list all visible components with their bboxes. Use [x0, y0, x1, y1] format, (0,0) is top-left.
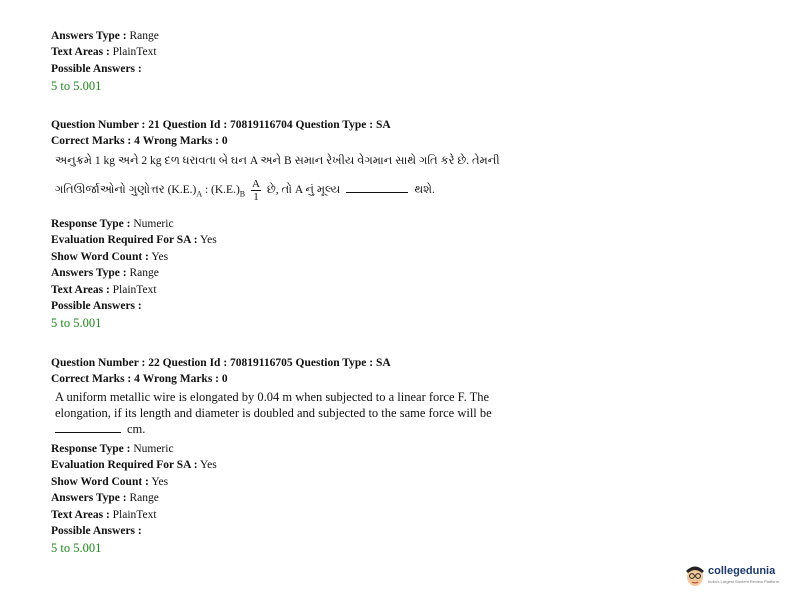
question-type-label: Question Type : — [295, 119, 374, 131]
question-type: SA — [375, 357, 391, 369]
question-text-line1: A uniform metallic wire is elongated by 0.04 m when subjected to a linear force F. The — [55, 390, 490, 404]
question-id: 70819116705 — [230, 357, 293, 369]
logo-brand: collegedunia — [708, 565, 776, 577]
response-type-label: Response Type : — [51, 443, 131, 455]
possible-answers-row — [51, 299, 142, 313]
wrong-marks-label: Wrong Marks : — [142, 373, 220, 385]
evaluation-value: Yes — [200, 234, 217, 246]
question-id: 70819116704 — [230, 119, 293, 131]
collegedunia-logo — [684, 562, 784, 590]
end-text: થશે. — [414, 184, 435, 197]
text-areas-value: PlainText — [112, 46, 157, 58]
answers-type-value: Range — [129, 30, 159, 42]
question-text-line3 — [55, 421, 145, 437]
question-id-label: Question Id : — [162, 357, 228, 369]
response-type-row — [51, 217, 174, 231]
correct-marks-value: 4 — [134, 135, 140, 147]
word-count-row — [51, 475, 168, 489]
word-count-label: Show Word Count : — [51, 476, 149, 488]
answer-blank — [346, 182, 408, 193]
answers-type-row — [51, 29, 159, 43]
unit-text: cm. — [127, 422, 146, 436]
answer-blank — [55, 422, 121, 433]
evaluation-row — [51, 458, 217, 472]
word-count-value: Yes — [151, 251, 169, 263]
text-areas-value: PlainText — [112, 284, 157, 296]
possible-answers-value: 5 to 5.001 — [51, 316, 102, 330]
question-type-label: Question Type : — [295, 357, 374, 369]
fraction-denominator: 1 — [253, 191, 259, 203]
ratio-separator: : (K.E.) — [204, 184, 240, 197]
text-areas-label: Text Areas : — [51, 284, 110, 296]
response-type-value: Numeric — [133, 218, 174, 230]
word-count-value: Yes — [151, 476, 169, 488]
possible-answers-value: 5 to 5.001 — [51, 541, 102, 555]
answers-type-label: Answers Type : — [51, 30, 127, 42]
text-areas-row — [51, 508, 157, 522]
answers-type-label: Answers Type : — [51, 492, 127, 504]
answers-type-row — [51, 491, 159, 505]
text-areas-row — [51, 45, 157, 59]
subscript-b: B — [239, 189, 246, 199]
answers-type-value: Range — [129, 267, 159, 279]
question-number-label: Question Number : — [51, 357, 146, 369]
possible-answers-value: 5 to 5.001 — [51, 79, 102, 93]
possible-answers-row — [51, 62, 142, 76]
correct-marks-value: 4 — [134, 373, 140, 385]
answers-type-label: Answers Type : — [51, 267, 127, 279]
correct-marks-label: Correct Marks : — [51, 373, 132, 385]
fraction — [251, 178, 261, 203]
logo-tagline: India's Largest Student Review Platform — [708, 579, 780, 584]
question-type: SA — [375, 119, 391, 131]
text-areas-row — [51, 283, 157, 297]
answers-type-value: Range — [129, 492, 159, 504]
word-count-row — [51, 250, 168, 264]
fraction-numerator: A — [252, 178, 260, 190]
question-number: 22 — [148, 357, 160, 369]
possible-answers-label: Possible Answers : — [51, 300, 142, 312]
response-type-value: Numeric — [133, 443, 174, 455]
text-areas-label: Text Areas : — [51, 509, 110, 521]
response-type-row — [51, 442, 174, 456]
evaluation-row — [51, 233, 217, 247]
subscript-a: A — [196, 189, 203, 199]
question-number-label: Question Number : — [51, 119, 146, 131]
question-id-label: Question Id : — [162, 119, 228, 131]
text-areas-label: Text Areas : — [51, 46, 110, 58]
marks-row — [51, 134, 228, 148]
question-number: 21 — [148, 119, 160, 131]
word-count-label: Show Word Count : — [51, 251, 149, 263]
evaluation-label: Evaluation Required For SA : — [51, 234, 198, 246]
question-text-line1: અનુક્રમે 1 kg અને 2 kg દળ ધરાવતા બે ઘન A અને B સમાન રેખીય વેગમાન સાથે ગતિ કરે છે. તેમની — [55, 155, 500, 167]
evaluation-value: Yes — [200, 459, 217, 471]
marks-row — [51, 372, 228, 386]
possible-answers-label: Possible Answers : — [51, 525, 142, 537]
text-areas-value: PlainText — [112, 509, 157, 521]
answers-type-row — [51, 266, 159, 280]
wrong-marks-value: 0 — [221, 373, 228, 385]
question-text-line2: elongation, if its length and diameter is doubled and subjected to the same force will be — [55, 406, 492, 420]
question-text-line2 — [55, 178, 435, 203]
response-type-label: Response Type : — [51, 218, 131, 230]
ratio-text: ગતિઊર્જાઓનો ગુણોત્તર (K.E.) — [55, 184, 197, 197]
wrong-marks-value: 0 — [221, 135, 228, 147]
evaluation-label: Evaluation Required For SA : — [51, 459, 198, 471]
question-header — [51, 118, 391, 132]
wrong-marks-label: Wrong Marks : — [142, 135, 220, 147]
possible-answers-row — [51, 524, 142, 538]
mascot-icon — [684, 562, 706, 588]
possible-answers-label: Possible Answers : — [51, 63, 142, 75]
correct-marks-label: Correct Marks : — [51, 135, 132, 147]
value-text: છે, તો A નું મૂલ્ય — [266, 184, 341, 197]
question-header — [51, 356, 391, 370]
